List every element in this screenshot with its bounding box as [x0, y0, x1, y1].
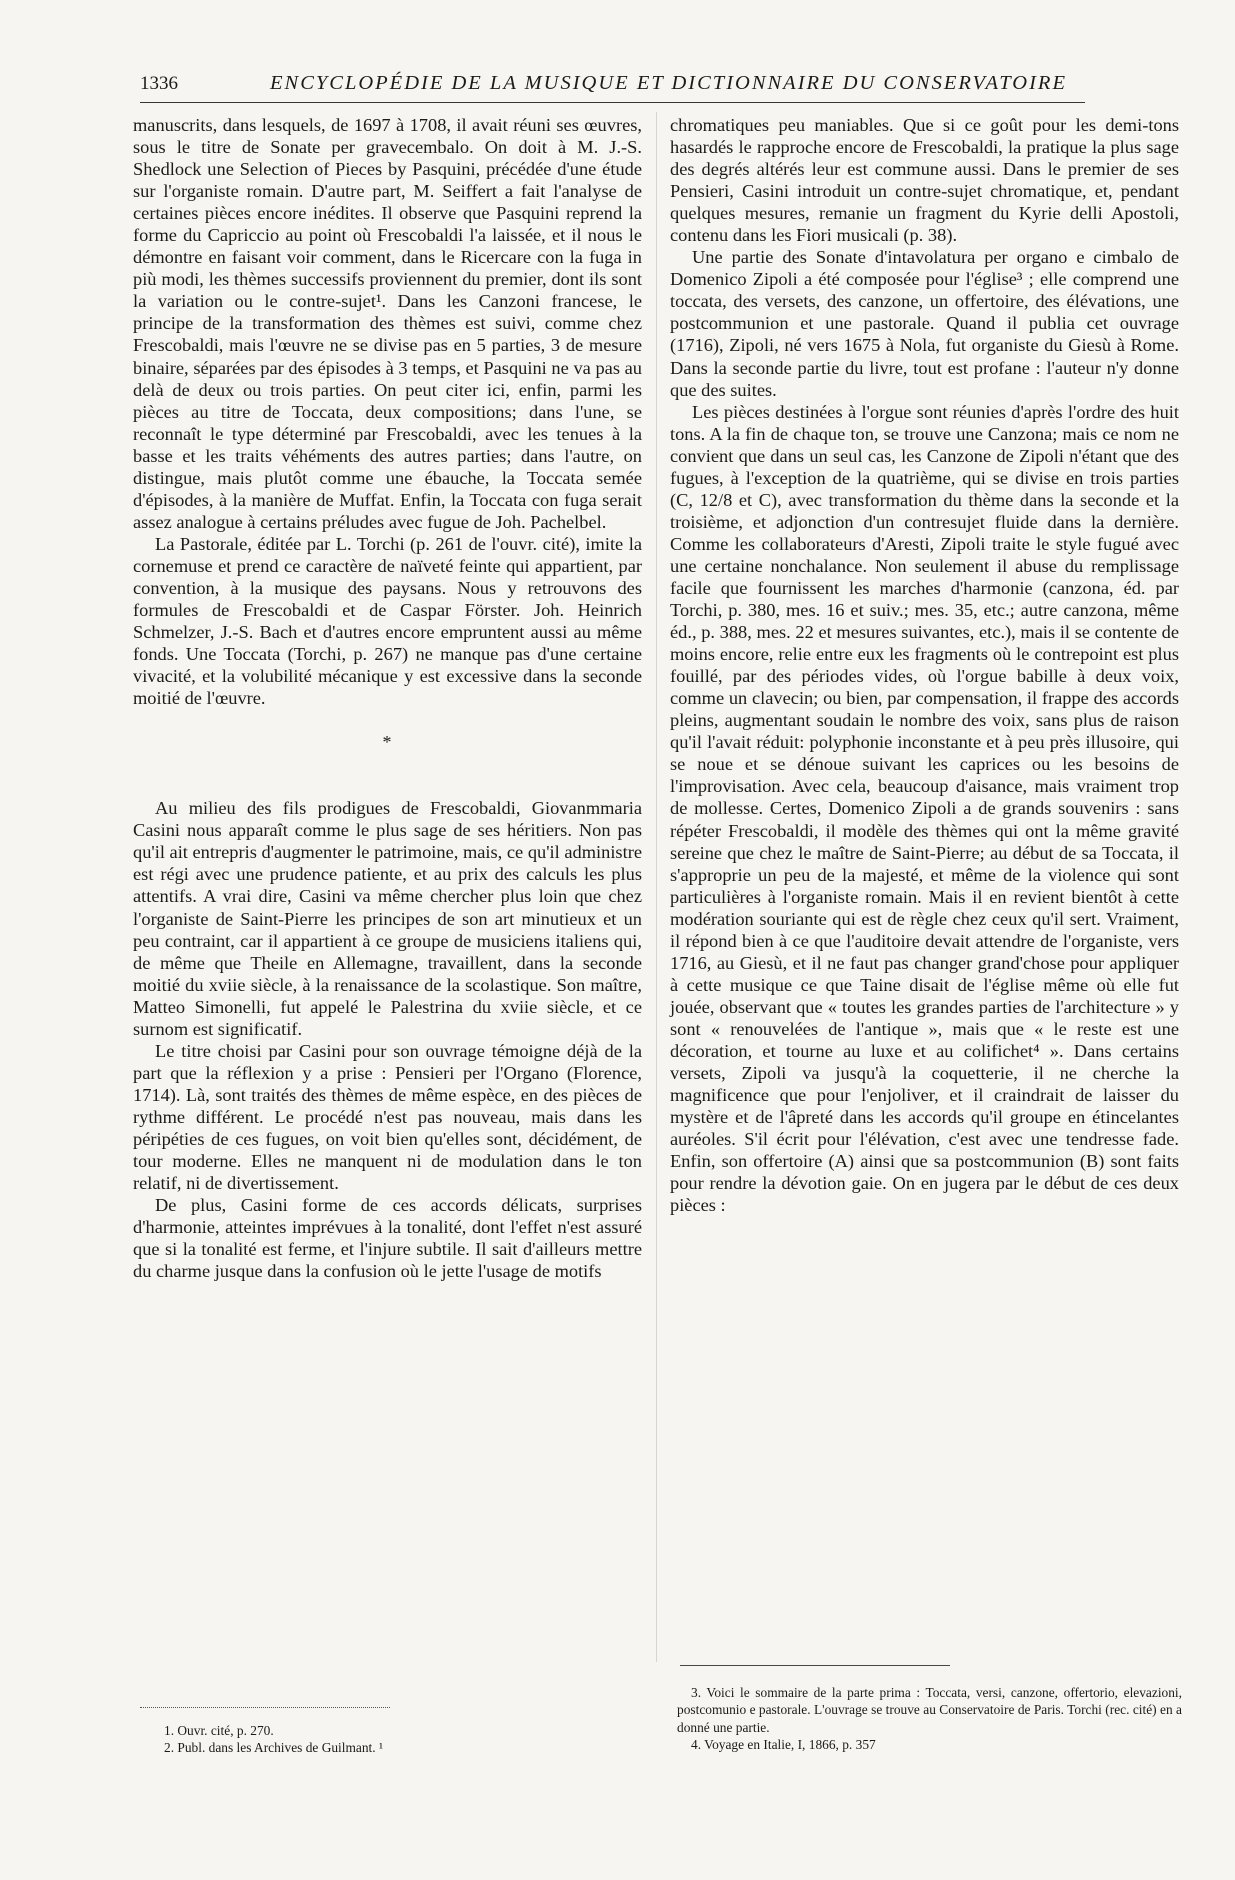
right-column	[670, 114, 1179, 1216]
footnote-rule	[680, 1665, 950, 1666]
paragraph: La Pastorale, éditée par L. Torchi (p. 261 de l'ouvr. cité), imite la cornemuse et prend ce caractère de naïveté feinte qui appartient, par convention, à la musique des paysans. Nous y retrouvons des formules de Frescobaldi et de Caspar Förster. Joh. Heinrich Schmelzer, J.-S. Bach et d'autres encore empruntent aussi au même fonds. Une Toccata (Torchi, p. 267) ne manque pas d'une certaine vivacité, et la volubilité mécanique y est excessive dans la seconde moitié de l'œuvre.	[133, 533, 642, 709]
running-header	[140, 72, 1085, 103]
asterism-icon: *	[382, 732, 393, 753]
footnote: 3. Voici le sommaire de la parte prima : Toccata, versi, canzone, offertorio, elevazioni, postcomunio e pastorale. L'ouvrage se trouve au Conservatoire de Paris. Torchi (rec. cité) en a donné une partie.	[677, 1685, 1182, 1735]
footnotes-left	[150, 1722, 630, 1757]
paragraph: chromatiques peu maniables. Que si ce goût pour les demi-tons hasardés le rapproche encore de Frescobaldi, la pratique la plus sage des degrés altérés leur est commune aussi. Dans le premier de ses Pensieri, Casini introduit un contre-sujet chromatique, et, pendant quelques mesures, remanie un fragment du Kyrie delli Apostoli, contenu dans les Fiori musicali (p. 38).	[670, 115, 1179, 246]
footnote: 1. Ouvr. cité, p. 270.	[164, 1723, 274, 1738]
left-column	[133, 114, 642, 1282]
paragraph: Une partie des Sonate d'intavolatura per organo e cimbalo de Domenico Zipoli a été composée pour l'église³ ; elle comprend une toccata, des versets, des canzone, un offertoire, des élévations, une postcommunion et une pastorale. Quand il publia cet ouvrage (1716), Zipoli, né vers 1675 à Nola, fut organiste du Giesù à Rome. Dans la seconde partie du livre, tout est profane : l'auteur n'y donne que des suites.	[670, 247, 1179, 400]
footnote-rule	[140, 1707, 390, 1708]
running-title: ENCYCLOPÉDIE DE LA MUSIQUE ET DICTIONNAIRE DU CONSERVATOIRE	[270, 72, 1067, 94]
paragraph: manuscrits, dans lesquels, de 1697 à 1708, il avait réuni ses œuvres, sous le titre de Sonate per gravecembalo. On doit à M. J.-S. Shedlock une Selection of Pieces by Pasquini, précédée d'une étude sur l'organiste romain. D'autre part, M. Seiffert a fait l'analyse de certaines pièces encore inédites. Il observe que Pasquini reprend la forme du Capriccio au point où Frescobaldi l'a laissée, et il nous le démontre en faisant voir comment, dans le Ricercare con la fuga in più modi, les thèmes successifs proviennent du premier, dont ils sont la variation ou le contre-sujet¹. Dans les Canzoni francese, le principe de la transformation des thèmes est suivi, comme chez Frescobaldi, mais l'œuvre ne se divise pas en 5 parties, 3 de mesure binaire, séparées par des épisodes à 3 temps, et Pasquini ne va pas au delà de deux ou trois parties. On peut citer ici, enfin, parmi les pièces au titre de Toccata, deux compositions; dans l'une, se reconnaît le type déterminé par Frescobaldi, avec les tenues à la basse et les traits véhéments des autres parties; dans l'autre, on distingue, mais plutôt comme une ébauche, la Toccata semée d'épisodes, à la manière de Muffat. Enfin, la Toccata con fuga serait assez analogue à certains préludes avec fugue de Joh. Pachelbel.	[133, 115, 642, 532]
section-separator	[133, 709, 642, 797]
paragraph: Les pièces destinées à l'orgue sont réunies d'après l'ordre des huit tons. A la fin de chaque ton, se trouve une Canzona; mais ce nom ne convient que dans un seul cas, les Canzone de Zipoli n'étant que des fugues, à l'exception de la quatrième, qui se divise en trois parties (C, 12/8 et C), avec transformation du thème dans la seconde et la troisième, et adjonction d'un contresujet fluide dans la dernière. Comme les collaborateurs d'Aresti, Zipoli traite le style fugué avec une certaine nonchalance. Non seulement il abuse du remplissage facile que fournissent les marches d'harmonie (canzona, éd. par Torchi, p. 380, mes. 16 et suiv.; mes. 35, etc.; autre canzona, même éd., p. 388, mes. 22 et mesures suivantes, etc.), mais il se contente de moins encore, relie entre eux les fragments où le contrepoint est plus fouillé, par des périodes vides, où l'orgue babille à deux voix, comme un clavecin; ou bien, par compensation, il frappe des accords pleins, augmentant soudain le nombre des voix, sans plus de raison qu'il l'avait réduit: polyphonie inconstante et à peu près illusoire, qui se noue et se dénoue suivant les caprices ou les besoins de l'improvisation. Avec cela, beaucoup d'aisance, mais vraiment trop de mollesse. Certes, Domenico Zipoli a de grands souvenirs : sans répéter Frescobaldi, il modèle des thèmes qui ont la même gravité sereine que chez le maître de Saint-Pierre; au début de sa Toccata, il s'approprie un peu de la majesté, et même de la violence qui sont particulières à l'organiste romain. Mais il en revient bientôt à cette modération souriante qui est de règle chez ceux qu'il sert. Vraiment, il répond bien à ce que l'auditoire devait attendre de l'organiste, vers 1716, au Giesù, et il ne faut pas changer grand'chose pour appliquer à cette musique ce que Taine disait de l'église même où elle fut jouée, observant que « toutes les grandes parties de l'architecture » y sont « renouvelées de l'antique », mais que « le reste est une décoration, et tourne au luxe et au colifichet⁴ ». Dans certains versets, Zipoli va jusqu'à la coquetterie, il ne cherche la magnificence que pour l'enjoliver, et il craindrait de laisser du mystère et de l'âpreté dans les accords qu'il groupe en étincelantes auréoles. S'il écrit pour l'élévation, c'est avec une tendresse fade. Enfin, son offertoire (A) ainsi que sa postcommunion (B) sont faits pour rendre la dévotion gaie. On en jugera par le début de ces deux pièces :	[670, 401, 1179, 1216]
page-number: 1336	[140, 73, 178, 94]
footnotes-right	[677, 1684, 1182, 1754]
paragraph: Le titre choisi par Casini pour son ouvrage témoigne déjà de la part que la réflexion y a prise : Pensieri per l'Organo (Florence, 1714). Là, sont traités des thèmes de même espèce, en des pièces de rythme différent. Le procédé n'est pas nouveau, mais dans les péripéties de ces fugues, on voit bien qu'elles sont, décidément, de tour moderne. Elles ne manquent ni de modulation dans le ton relatif, ni de divertissement.	[133, 1040, 642, 1194]
footnote: 2. Publ. dans les Archives de Guilmant. ¹	[164, 1740, 383, 1756]
column-divider	[656, 112, 657, 1662]
paragraph: De plus, Casini forme de ces accords délicats, surprises d'harmonie, atteintes imprévues à la tonalité, dont l'effet n'est assuré que si la tonalité est ferme, et l'injure subtile. Il sait d'ailleurs mettre du charme jusque dans la confusion où le jette l'usage de motifs	[133, 1195, 642, 1282]
footnote: 4. Voyage en Italie, I, 1866, p. 357	[691, 1737, 876, 1753]
paragraph: Au milieu des fils prodigues de Frescobaldi, Giovanmmaria Casini nous apparaît comme le plus sage de ses héritiers. Non pas qu'il ait entrepris d'augmenter le patrimoine, mais, ce qu'il administre est régi avec une prudence patiente, et au prix des calculs les plus attentifs. A vrai dire, Casini va même chercher plus loin que chez l'organiste de Saint-Pierre les principes de son art minutieux et un peu contraint, car il appartient à ce groupe de musiciens italiens qui, de même que Theile en Allemagne, travaillent, dans la seconde moitié du xviie siècle, à la renaissance de la scolastique. Son maître, Matteo Simonelli, fut appelé le Palestrina du xviie siècle, et ce surnom est significatif.	[133, 798, 642, 1039]
